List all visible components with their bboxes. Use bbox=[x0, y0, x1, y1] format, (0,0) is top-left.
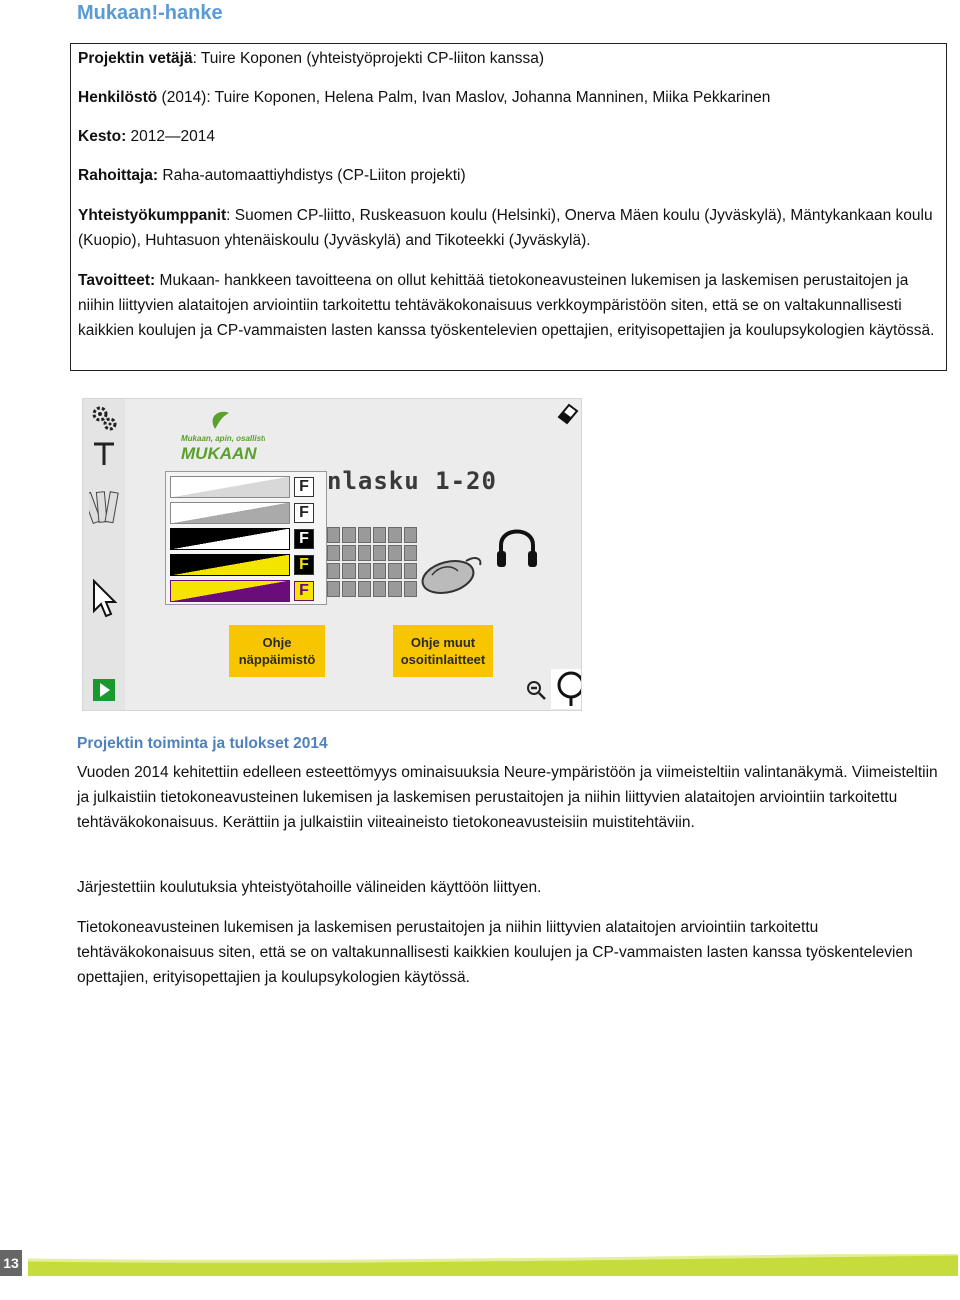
info-leader bbox=[78, 46, 939, 71]
info-duration-value: 2012—2014 bbox=[126, 128, 216, 145]
results-paragraph-3: Tietokoneavusteinen lukemisen ja laskemisen perustaitojen ja niihin liittyvien alataitojen arviointiin tarkoitettu tehtäväkokonaisuus siten, että se on valtakunnallisesti kaikkien koulujen ja CP-vammaisten lasten kanssa työskentelevien opettajien, erityisopettajien ja koulupsykologien käytössä. bbox=[77, 919, 913, 986]
headphones-icon bbox=[495, 523, 539, 573]
info-partners-value: : Suomen CP-liitto, Ruskeasuon koulu (Helsinki), Onerva Mäen koulu (Jyväskylä), Mäntykankaan koulu (Kuopio), Huhtasuon yhtenäiskoulu (Jyväskylä) and Tikoteekki (Jyväskylä). bbox=[78, 207, 933, 249]
palette-option-black-white[interactable] bbox=[170, 528, 324, 550]
slide-title: nlasku 1-20 bbox=[327, 467, 497, 495]
info-duration bbox=[78, 124, 939, 149]
keyboard-help-label: Ohje näppäimistö bbox=[238, 635, 316, 667]
info-goals-value: Mukaan- hankkeen tavoitteena on ollut kehittää tietokoneavusteinen lukemisen ja laskemisen perustaitojen ja niihin liittyvien alataitojen arviointiin tarkoitettu tehtäväkokonaisuus verkkoympäristöön siten, että se on valtakunnallisesti kaikkien koulujen ja CP-vammaisten lasten kanssa työskentelevien opettajien, erityisopettajien ja koulupsykologien käytössä. bbox=[78, 272, 935, 339]
palette-swatch bbox=[170, 476, 290, 498]
keyboard-help-button[interactable] bbox=[229, 625, 325, 677]
footer-accent-band bbox=[28, 1254, 958, 1276]
info-staff-label: Henkilöstö bbox=[78, 89, 158, 106]
info-staff-value: (2014): Tuire Koponen, Helena Palm, Ivan Maslov, Johanna Manninen, Miika Pekkarinen bbox=[157, 89, 771, 106]
zoom-out-icon[interactable] bbox=[525, 679, 547, 701]
info-staff bbox=[78, 85, 939, 110]
info-funder-label: Rahoittaja: bbox=[78, 167, 159, 184]
pointer-help-label: Ohje muut osoitinlaitteet bbox=[400, 635, 486, 667]
info-partners bbox=[78, 203, 939, 253]
app-main-area bbox=[125, 399, 581, 710]
pointer-help-button[interactable] bbox=[393, 625, 493, 677]
info-goals bbox=[78, 268, 939, 343]
palette-swatch bbox=[170, 580, 290, 602]
info-goals-label: Tavoitteet: bbox=[78, 272, 156, 289]
info-leader-value: : Tuire Koponen (yhteistyöprojekti CP-liiton kanssa) bbox=[192, 50, 545, 67]
svg-text:Mukaan, apin, osallistun: Mukaan, apin, osallistun bbox=[181, 434, 265, 443]
palette-option-yellow-purple[interactable] bbox=[170, 580, 324, 602]
project-info-box bbox=[70, 43, 947, 371]
info-leader-label: Projektin vetäjä bbox=[78, 50, 193, 67]
palette-swatch bbox=[170, 502, 290, 524]
palette-swatch bbox=[170, 528, 290, 550]
color-palette-popup[interactable] bbox=[165, 471, 327, 605]
page-number: 13 bbox=[0, 1250, 22, 1276]
palette-f-label: F bbox=[294, 529, 314, 549]
gears-icon[interactable] bbox=[86, 401, 122, 435]
app-screenshot-figure bbox=[82, 398, 582, 711]
palette-option-light[interactable] bbox=[170, 476, 324, 498]
palette-option-black-yellow[interactable] bbox=[170, 554, 324, 576]
palette-f-label: F bbox=[294, 477, 314, 497]
mouse-icon bbox=[418, 549, 488, 599]
eraser-icon-graphic bbox=[555, 401, 581, 425]
palette-f-label: F bbox=[294, 555, 314, 575]
section-heading: Projektin toiminta ja tulokset 2014 bbox=[77, 735, 328, 752]
cursor-arrow-icon[interactable] bbox=[86, 577, 122, 621]
info-partners-label: Yhteistyökumppanit bbox=[78, 207, 227, 224]
palette-option-grey[interactable] bbox=[170, 502, 324, 524]
palette-swatch bbox=[170, 554, 290, 576]
page-title: Mukaan!-hanke bbox=[77, 2, 223, 24]
info-funder bbox=[78, 163, 939, 188]
mukaan-logo bbox=[175, 407, 265, 463]
palette-f-label: F bbox=[294, 503, 314, 523]
palette-f-label: F bbox=[294, 581, 314, 601]
magnifier-icon[interactable] bbox=[551, 669, 582, 709]
text-icon[interactable] bbox=[86, 437, 122, 471]
info-duration-label: Kesto: bbox=[78, 128, 127, 145]
keyboard-graphic bbox=[327, 527, 417, 597]
results-paragraph-2: Järjestettiin koulutuksia yhteistyötahoille välineiden käyttöön liittyen. bbox=[77, 879, 542, 896]
info-funder-value: Raha-automaattiyhdistys (CP-Liiton projekti) bbox=[158, 167, 466, 184]
svg-text:MUKAAN: MUKAAN bbox=[181, 444, 257, 463]
results-paragraph-1: Vuoden 2014 kehitettiin edelleen esteettömyys ominaisuuksia Neure-ympäristöön ja viimeisteltiin valintanäkymä. Viimeisteltiin ja julkaistiin tietokoneavusteinen lukemisen ja laskemisen perustaitojen ja niihin liittyvien alataitojen arviointiin tarkoitettu tehtäväkokonaisuus. Kerättiin ja julkaistiin viiteaineisto tietokoneavusteisiin muistitehtäviin. bbox=[77, 764, 938, 831]
color-palette-icon[interactable] bbox=[86, 483, 122, 533]
play-icon[interactable] bbox=[86, 673, 122, 707]
tool-sidebar bbox=[83, 399, 125, 710]
